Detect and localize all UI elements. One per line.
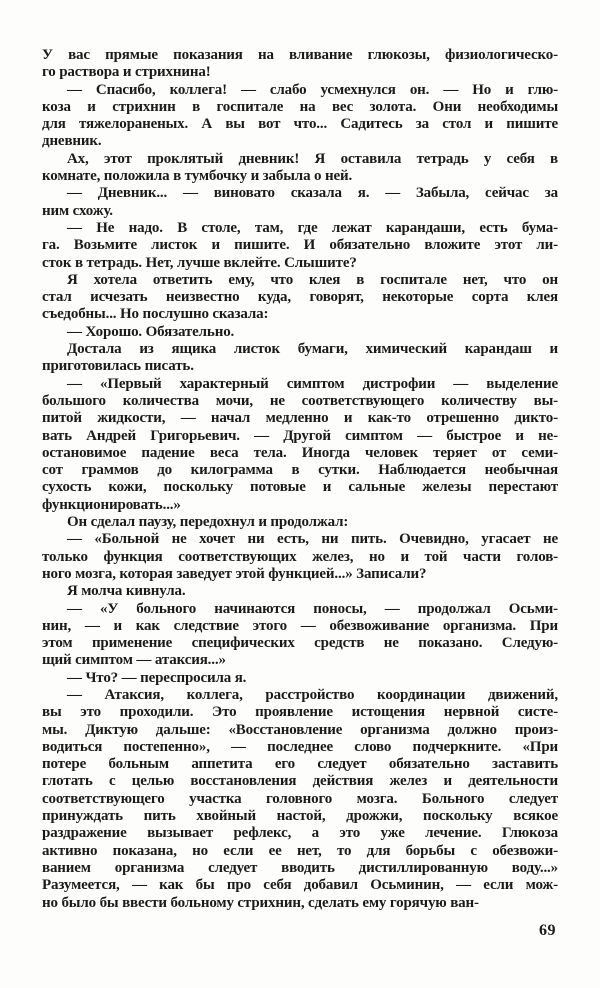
text-line: водиться постепенно», — последнее слово подчеркните. «При (42, 738, 558, 755)
text-line: — Атаксия, коллега, расстройство координации движений, (67, 686, 558, 703)
text-line: нин, — и как следствие этого — обезвоживание организма. При (42, 617, 558, 634)
text-line: дневник. (42, 133, 102, 150)
text-line: У вас прямые показания на вливание глюкозы, физиологическо- (42, 47, 558, 63)
text-line: большого количества мочи, не соответствующего количеству вы- (42, 392, 558, 409)
text-line: приготовилась писать. (42, 358, 194, 375)
text-line: но было бы ввести больному стрихнин, сделать ему горячую ван- (42, 894, 479, 911)
text-line: Ах, этот проклятый дневник! Я оставила тетрадь у себя в (67, 150, 558, 167)
text-line: стал исчезать неизвестно куда, говорят, некоторые сорта клея (42, 289, 558, 306)
text-line: — Что? — переспросила я. (67, 669, 247, 686)
text-line: — Не надо. В столе, там, где лежат карандаши, есть бума- (67, 219, 558, 236)
text-line: для тяжелораненых. А вы вот что... Садитесь за стол и пишите (42, 116, 558, 133)
text-line: — «Первый характерный симптом дистрофии — выделение (67, 375, 558, 392)
text-line: коза и стрихнин в госпитале на вес золота. Они необходимы (42, 98, 558, 115)
text-line: вать Андрей Григорьевич. — Другой симптом — быстрое и не- (42, 427, 558, 444)
text-line: Разумеется, — как бы про себя добавил Осьминин, — если мож- (42, 877, 558, 894)
text-line: га. Возьмите листок и пишите. И обязательно вложите этот ли- (42, 237, 558, 254)
text-line: только функция соответствующих желез, но и той части голов- (42, 548, 558, 565)
text-line: — «Больной не хочет ни есть, ни пить. Очевидно, угасает не (67, 531, 558, 548)
text-line: — Спасибо, коллега! — слабо усмехнулся он. — Но и глю- (67, 81, 558, 98)
text-line: — «У больного начинаются поносы, — продолжал Осьми- (67, 600, 558, 617)
page-number: 69 (539, 922, 556, 939)
text-line: — Дневник... — виновато сказала я. — Забыла, сейчас за (67, 185, 558, 202)
text-line: остановимое падение веса тела. Иногда человек теряет от семи- (42, 444, 558, 461)
text-line: принуждать пить хвойный настой, дрожжи, поскольку всякое (42, 808, 558, 825)
text-line: раздражение вызывает рефлекс, а это уже лечение. Глюкоза (42, 825, 558, 842)
page-text (42, 47, 558, 912)
text-line: щий симптом — атаксия...» (42, 652, 226, 669)
text-line: — Хорошо. Обязательно. (67, 323, 235, 340)
text-line: питой жидкости, — начал медленно и как-то отрешенно дикто- (42, 410, 558, 427)
text-line: Я хотела ответить ему, что клея в госпитале нет, что он (67, 271, 558, 288)
text-line: соответствующего участка головного мозга. Больного следует (42, 790, 558, 807)
text-line: вы это проходили. Это проявление истощения нервной систе- (42, 704, 558, 721)
text-line: комнате, положила в тумбочку и забыла о ней. (42, 168, 353, 185)
text-line: функционировать...» (42, 496, 181, 513)
text-line: активно показана, но если ее нет, то для борьбы с обезвожи- (42, 842, 558, 859)
text-line: Достала из ящика листок бумаги, химический карандаш и (67, 341, 558, 358)
text-line: мы. Диктую дальше: «Восстановление организма должно произ- (42, 721, 558, 738)
text-line: ванием организма следует вводить дистиллированную воду...» (42, 859, 558, 876)
text-line: Я молча кивнула. (67, 583, 186, 600)
text-line: го раствора и стрихнина! (42, 64, 211, 81)
text-line: ним схожу. (42, 202, 113, 219)
text-line: сот граммов до килограмма в сутки. Наблюдается необычная (42, 462, 558, 479)
text-line: сток в тетрадь. Нет, лучше вклейте. Слышите? (42, 254, 357, 271)
text-line: глотать с целью восстановления действия желез и деятельности (42, 773, 558, 790)
text-line: Он сделал паузу, передохнул и продолжал: (67, 514, 349, 531)
text-line: сухость кожи, поскольку потовые и сальные железы перестают (42, 479, 558, 496)
text-line: съедобны... Но послушно сказала: (42, 306, 269, 323)
text-line: ного мозга, которая заведует этой функцией...» Записали? (42, 565, 427, 582)
text-line: этом применение специфических средств не показано. Следую- (42, 635, 558, 652)
text-line: потере больным аппетита его следует обязательно заставить (42, 756, 558, 773)
